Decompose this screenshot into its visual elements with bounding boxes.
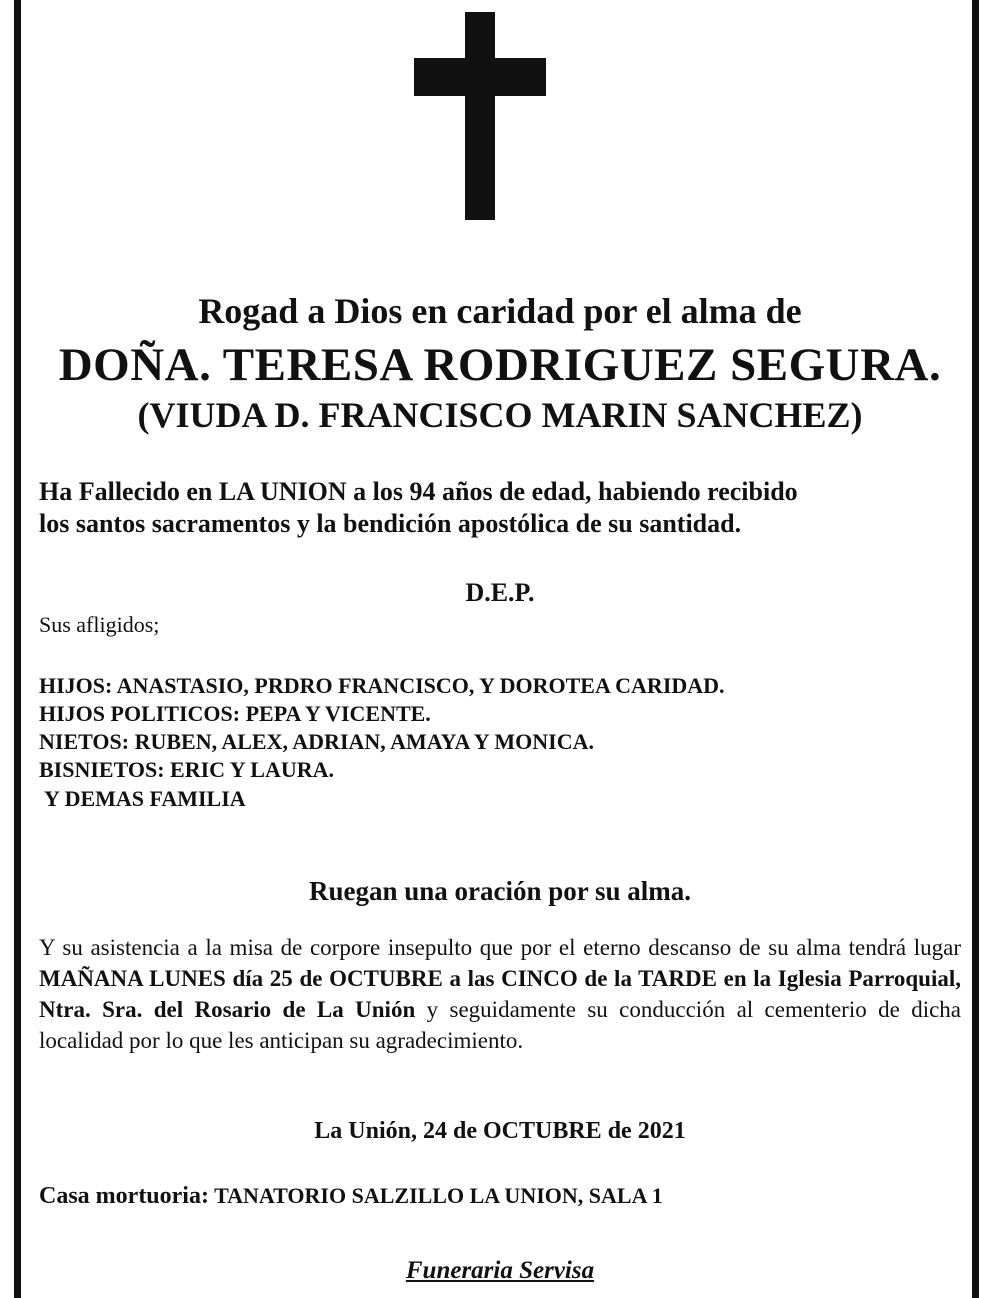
rip-abbreviation: D.E.P. <box>465 578 535 607</box>
funeral-home-value: TANATORIO SALZILLO LA UNION, SALA 1 <box>208 1183 663 1208</box>
funeral-mass-paragraph <box>39 932 961 1056</box>
left-border-line <box>14 0 21 1298</box>
widow-of-line: (VIUDA D. FRANCISCO MARIN SANCHEZ) <box>137 395 863 435</box>
family-in-laws <box>39 701 964 727</box>
in-laws-label: HIJOS POLITICOS <box>39 701 233 726</box>
death-announcement-line-2: los santos sacramentos y la bendición apostólica de su santidad. <box>39 509 742 538</box>
mass-date-place: MAÑANA LUNES día 25 de OCTUBRE a las CINCO de la TARDE en la Iglesia Parroquial, Ntra. Sra. del Rosario de La Unión <box>39 966 961 1022</box>
cross-vertical-bar <box>465 12 495 220</box>
deceased-name: DOÑA. TERESA RODRIGUEZ SEGURA. <box>58 339 942 391</box>
prayer-request-heading: Rogad a Dios en caridad por el alma de <box>198 291 802 331</box>
children-label: HIJOS <box>39 673 106 698</box>
death-announcement-line-1: Ha Fallecido en LA UNION a los 94 años de edad, habiendo recibido <box>39 477 798 506</box>
mass-text-intro: Y su asistencia a la misa de corpore insepulto que por el eterno descanso de su alma tendrá lugar <box>39 935 961 960</box>
family-children <box>39 673 964 699</box>
funeral-home-label: Casa mortuoria: <box>39 1183 209 1209</box>
cross-horizontal-bar <box>414 58 546 96</box>
family-great-grandchildren: BISNIETOS: ERIC Y LAURA. <box>39 757 335 782</box>
family-grandchildren: NIETOS: RUBEN, ALEX, ADRIAN, AMAYA Y MONICA. <box>39 729 594 754</box>
notice-date: La Unión, 24 de OCTUBRE de 2021 <box>314 1118 686 1144</box>
prayer-request-line: Ruegan una oración por su alma. <box>308 876 692 906</box>
right-border-line <box>972 0 979 1298</box>
children-names: : ANASTASIO, PRDRO FRANCISCO, Y DOROTEA CARIDAD. <box>105 673 725 698</box>
mass-text-outro: y seguidamente su conducción al cementerio de dicha localidad por lo que les anticipan su agradecimiento. <box>39 997 962 1053</box>
family-others: Y DEMAS FAMILIA <box>44 786 246 811</box>
funeral-company: Funeraria Servisa <box>405 1257 595 1284</box>
mourners-intro: Sus afligidos; <box>39 612 160 637</box>
in-laws-names: : PEPA Y VICENTE. <box>232 701 431 726</box>
funeral-home-line <box>39 1183 964 1210</box>
